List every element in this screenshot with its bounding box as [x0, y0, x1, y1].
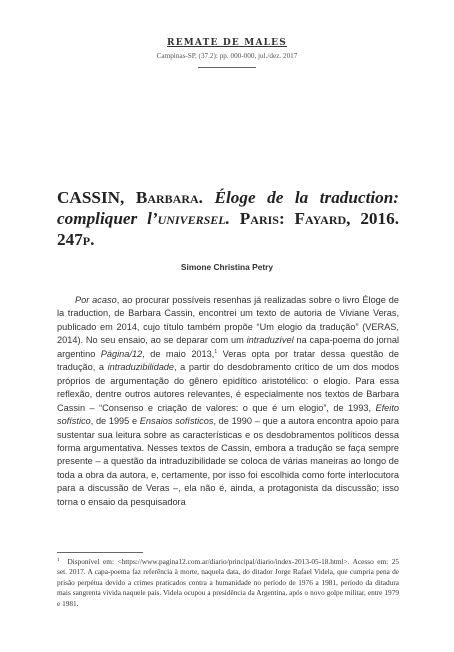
- title-work-end: .: [225, 209, 230, 228]
- body-paragraph: [57, 294, 399, 509]
- article-title: [57, 187, 399, 250]
- footnote: [57, 557, 399, 609]
- body-italic: Efeito sofístico: [57, 402, 399, 427]
- title-work: Éloge de la traduction: compliquer l’: [57, 188, 400, 228]
- body-run: , a partir do desdobramento crítico de um dos modos próprios de argumentação do gênero epidítico aristotélico: o elogio. Para essa reflexão, dentre outros autores relevantes, é especialmente nos textos de Barbara Cassin – “Consenso e criação de valores: o que é um elogio”, de 1993,: [57, 362, 399, 413]
- body-run: Veras opta por tratar dessa questão de tradução, a: [57, 348, 399, 373]
- title-work-universel: universel: [157, 209, 226, 228]
- article-author: Simone Christina Petry: [180, 262, 274, 272]
- title-author-given: Barbara.: [135, 188, 203, 207]
- body-run: na capa-poema do jornal argentino: [57, 335, 400, 359]
- title-pages: 247p.: [57, 230, 95, 249]
- footnote-text: Disponível em: <https://www.pagina12.com.ar/diario/principal/diario/index-2013-05-18.html>. Acesso em: 25 set. 2017. A capa-poema faz referência à morte, naquela data, do ditador Jorge Rafael Videla, que cumpria pena de prisão perpétua devido a crimes praticados contra a humanidade no período de 1976 a 1981, período da ditadura mais sangrenta vivida naquele país. Videla ocupou a presidência da Argentina, após o novo golpe militar, entre 1979 e 1981.: [57, 557, 399, 608]
- body-italic: intraduzível: [246, 335, 294, 346]
- body-run: , de 1990 – que a autora encontra apoio para sustentar sua leitura sobre as características e os desdobramentos políticos dessa forma argumentativa. Nesses textos de Cassin, embora a tradução se faça sempre presente – a questão da intraduzibilidade se coloca de várias maneiras ao longo de toda a obra da autora, e, certamente, por isso foi escolhida como forte interlocutora para a discussão de Veras –, ela não é, ainda, a protagonista da discussão; isso torna o ensaio da pesquisadora: [57, 416, 400, 507]
- body-run: , ao procurar possíveis resenhas já realizadas sobre o livro Éloge de la traduction, de Barbara Cassin, encontrei um texto de autoria de Viviane Veras, publicado em 2014, cujo título também propõe “Um elogio da tradução” (VERAS, 2014). No seu ensaio, ao se deparar com um: [57, 295, 399, 346]
- body-run: , de maio 2013,: [142, 348, 215, 359]
- title-city-publisher: Paris: Fayard: [239, 209, 347, 228]
- journal-citation: Campinas-SP, (37.2): pp. 000-000, jul./dez. 2017: [156, 52, 298, 60]
- journal-title: REMATE DE MALES: [167, 38, 287, 48]
- running-header: [0, 38, 454, 68]
- body-italic: intraduzibilidade: [107, 362, 175, 373]
- body-text: [57, 294, 399, 509]
- body-run: , de 1995 e: [90, 416, 140, 427]
- body-italic: Ensaios sofísticos: [139, 416, 214, 427]
- title-author-surname: CASSIN,: [57, 188, 125, 207]
- body-italic: Por acaso: [75, 295, 117, 305]
- header-divider: [198, 67, 256, 68]
- footnote-mark: 1: [57, 557, 60, 563]
- footnote-ref[interactable]: 1: [214, 348, 218, 355]
- body-italic: Página/12: [100, 348, 143, 359]
- footnote-divider: [57, 552, 143, 553]
- title-year: , 2016.: [346, 209, 400, 228]
